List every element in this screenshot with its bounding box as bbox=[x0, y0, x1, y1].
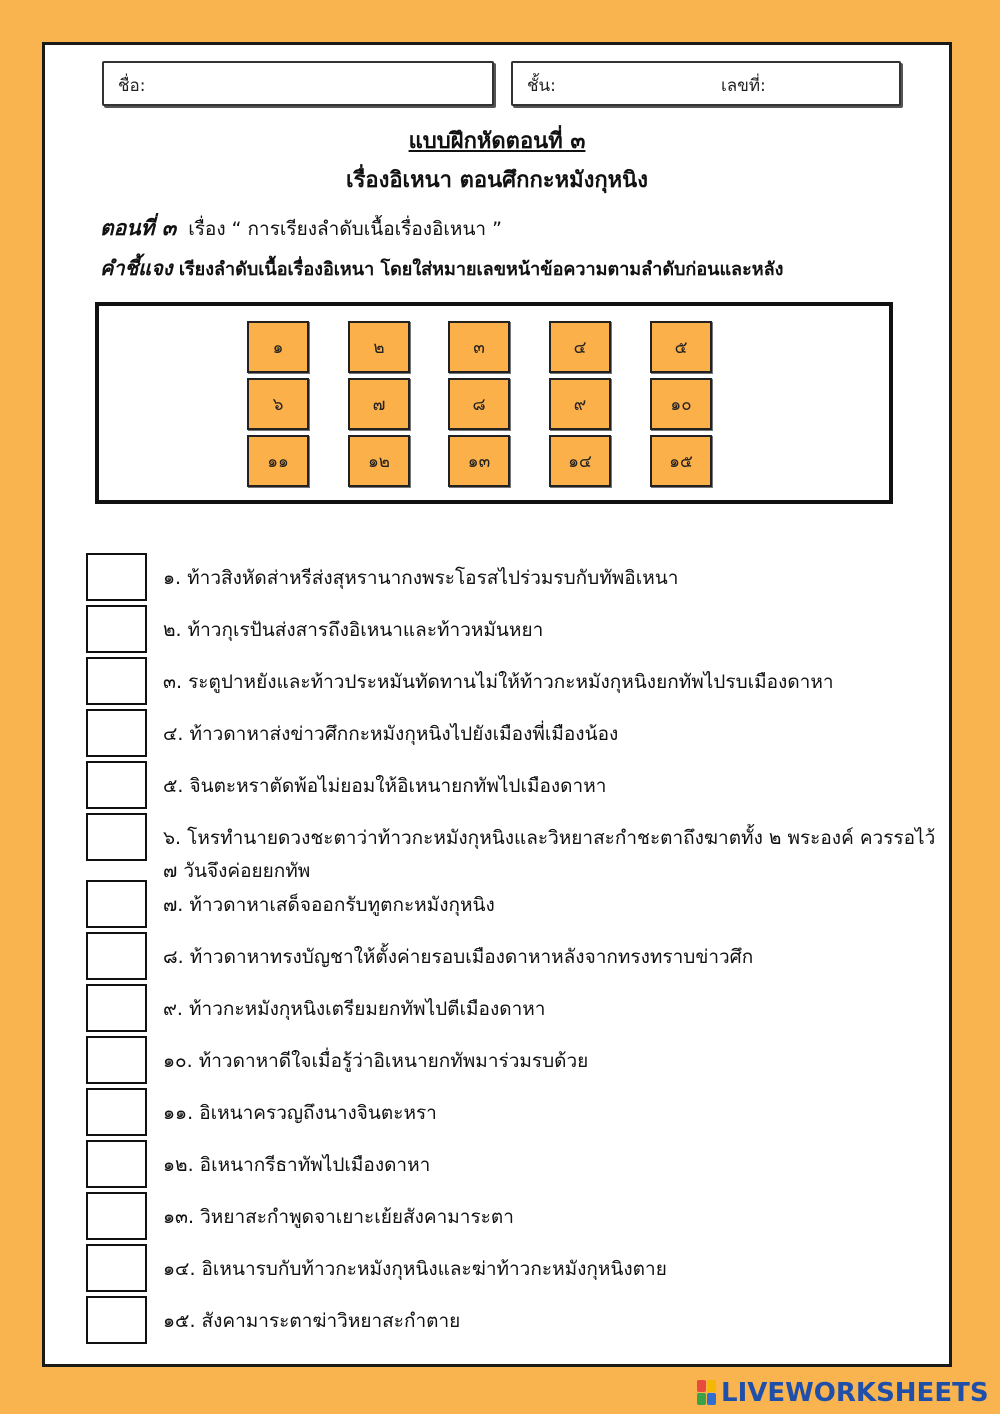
worksheet-title: แบบฝึกหัดตอนที่ ๓ bbox=[408, 129, 586, 154]
number-tile[interactable]: ๙ bbox=[549, 378, 611, 430]
number-tile[interactable]: ๑๑ bbox=[247, 435, 309, 487]
number-tile[interactable]: ๒ bbox=[348, 321, 410, 373]
number-tile[interactable]: ๑ bbox=[247, 321, 309, 373]
instruction-label: คำชี้แจง bbox=[100, 256, 173, 280]
number-tile[interactable]: ๖ bbox=[247, 378, 309, 430]
number-tile[interactable]: ๑๐ bbox=[650, 378, 712, 430]
answer-drop-box[interactable] bbox=[86, 605, 147, 653]
number-tile[interactable]: ๕ bbox=[650, 321, 712, 373]
number-tile[interactable]: ๑๕ bbox=[650, 435, 712, 487]
name-field[interactable] bbox=[102, 61, 494, 106]
answer-drop-box[interactable] bbox=[86, 984, 147, 1032]
statement-text: ๑๔. อิเหนารบกับท้าวกะหมังกุหนิงและฆ่าท้าวกะหมังกุหนิงตาย bbox=[163, 1258, 667, 1280]
class-label: ชั้น: bbox=[527, 76, 556, 96]
statement-text: ๙. ท้าวกะหมังกุหนิงเตรียมยกทัพไปตีเมืองดาหา bbox=[163, 998, 546, 1020]
statement-text: ๑๒. อิเหนากรีธาทัพไปเมืองดาหา bbox=[163, 1154, 431, 1176]
statement-text: ๖. โหรทำนายดวงชะตาว่าท้าวกะหมังกุหนิงและวิหยาสะกำชะตาถึงฆาตทั้ง ๒ พระองค์ ควรรอไว้ ๗ วันจึงค่อยยกทัพ bbox=[163, 827, 936, 882]
answer-drop-box[interactable] bbox=[86, 709, 147, 757]
answer-drop-box[interactable] bbox=[86, 761, 147, 809]
statement-text: ๑. ท้าวสิงหัดส่าหรีส่งสุหรานากงพระโอรสไปร่วมรบกับทัพอิเหนา bbox=[163, 567, 679, 589]
part-heading bbox=[100, 212, 502, 245]
answer-drop-box[interactable] bbox=[86, 1088, 147, 1136]
statement-text: ๑๐. ท้าวดาหาดีใจเมื่อรู้ว่าอิเหนายกทัพมาร่วมรบด้วย bbox=[163, 1050, 589, 1072]
answer-drop-box[interactable] bbox=[86, 880, 147, 928]
statement-text: ๑๑. อิเหนาครวญถึงนางจินตะหรา bbox=[163, 1102, 437, 1124]
instruction bbox=[100, 252, 783, 284]
number-tile-bank bbox=[95, 302, 893, 504]
statement-text: ๗. ท้าวดาหาเสด็จออกรับทูตกะหมังกุหนิง bbox=[163, 894, 495, 916]
number-tile[interactable]: ๓ bbox=[448, 321, 510, 373]
answer-drop-box[interactable] bbox=[86, 553, 147, 601]
answer-drop-box[interactable] bbox=[86, 1140, 147, 1188]
answer-drop-box[interactable] bbox=[86, 1192, 147, 1240]
answer-drop-box[interactable] bbox=[86, 1244, 147, 1292]
answer-drop-box[interactable] bbox=[86, 1296, 147, 1344]
statement-text: ๒. ท้าวกุเรปันส่งสารถึงอิเหนาและท้าวหมันหยา bbox=[163, 619, 544, 641]
statement-text: ๔. ท้าวดาหาส่งข่าวศึกกะหมังกุหนิงไปยังเมืองพี่เมืองน้อง bbox=[163, 723, 619, 745]
number-tile[interactable]: ๑๓ bbox=[448, 435, 510, 487]
answer-drop-box[interactable] bbox=[86, 1036, 147, 1084]
worksheet-subtitle: เรื่องอิเหนา ตอนศึกกะหมังกุหนิง bbox=[346, 168, 648, 193]
statement-text: ๑๕. สังคามาระตาฆ่าวิหยาสะกำตาย bbox=[163, 1310, 461, 1332]
class-input[interactable] bbox=[573, 71, 707, 99]
part-text: เรื่อง “ การเรียงลำดับเนื้อเรื่องอิเหนา ” bbox=[188, 218, 502, 240]
statement-text: ๘. ท้าวดาหาทรงบัญชาให้ตั้งค่ายรอบเมืองดาหาหลังจากทรงทราบข่าวศึก bbox=[163, 946, 754, 968]
name-input[interactable] bbox=[164, 71, 488, 99]
statement-text: ๕. จินตะหราตัดพ้อไม่ยอมให้อิเหนายกทัพไปเมืองดาหา bbox=[163, 775, 607, 797]
statement-text: ๓. ระตูปาหยังและท้าวประหมันทัดทานไม่ให้ท้าวกะหมังกุหนิงยกทัพไปรบเมืองดาหา bbox=[163, 671, 834, 693]
number-input[interactable] bbox=[781, 71, 895, 99]
number-tile[interactable]: ๘ bbox=[448, 378, 510, 430]
name-label: ชื่อ: bbox=[118, 76, 146, 96]
liveworksheets-mark-icon bbox=[697, 1380, 717, 1406]
worksheet-page bbox=[42, 42, 952, 1367]
answer-drop-box[interactable] bbox=[86, 932, 147, 980]
statement-text: ๑๓. วิหยาสะกำพูดจาเยาะเย้ยสังคามาระตา bbox=[163, 1206, 514, 1228]
answer-drop-box[interactable] bbox=[86, 813, 147, 861]
part-label: ตอนที่ ๓ bbox=[100, 216, 177, 240]
liveworksheets-logo[interactable] bbox=[697, 1378, 989, 1408]
instruction-text: เรียงลำดับเนื้อเรื่องอิเหนา โดยใส่หมายเลขหน้าข้อความตามลำดับก่อนและหลัง bbox=[178, 259, 784, 280]
number-tile[interactable]: ๗ bbox=[348, 378, 410, 430]
number-label: เลขที่: bbox=[721, 76, 766, 96]
class-number-field[interactable] bbox=[511, 61, 901, 106]
number-tile[interactable]: ๑๒ bbox=[348, 435, 410, 487]
number-tile[interactable]: ๔ bbox=[549, 321, 611, 373]
number-tile[interactable]: ๑๔ bbox=[549, 435, 611, 487]
brand-text: LIVEWORKSHEETS bbox=[721, 1378, 989, 1408]
answer-drop-box[interactable] bbox=[86, 657, 147, 705]
